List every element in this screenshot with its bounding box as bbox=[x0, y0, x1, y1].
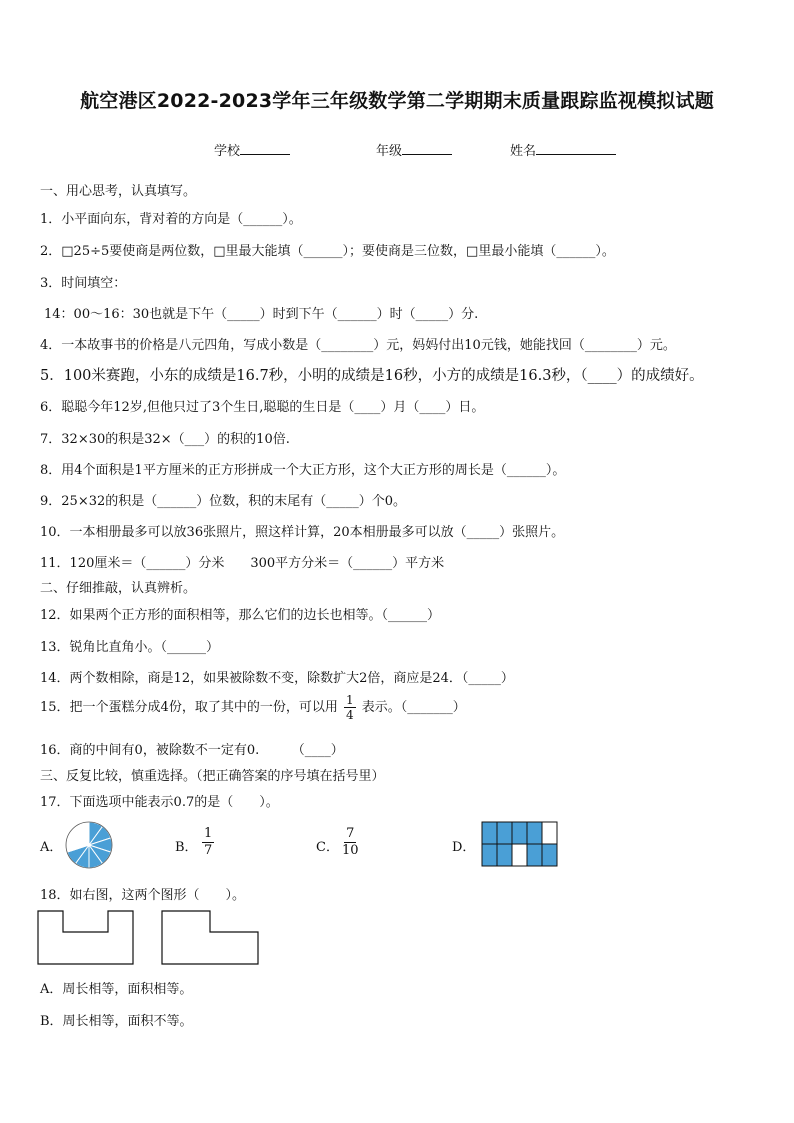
question-5: 5．100米赛跑，小东的成绩是16.7秒，小明的成绩是16秒，小方的成绩是16.3秒，（____）的成绩好。 bbox=[40, 368, 704, 384]
grid-cell bbox=[497, 844, 512, 866]
grade-field bbox=[376, 140, 452, 159]
option-17-b-fraction bbox=[202, 826, 214, 859]
question-3-detail: 14：00～16：30也就是下午（_____）时到下午（______）时（_____）分. bbox=[44, 307, 479, 322]
question-13: 13．锐角比直角小。（______） bbox=[40, 640, 220, 655]
question-2: 2．□25÷5要使商是两位数，□里最大能填（______）；要使商是三位数，□里最小能填（______）。 bbox=[40, 244, 615, 259]
notched-shape bbox=[38, 911, 133, 964]
section-1-heading: 一、用心思考，认真填写。 bbox=[40, 184, 197, 199]
fraction-numerator: 7 bbox=[346, 826, 355, 841]
option-17-d-label: D． bbox=[452, 840, 476, 855]
grade-blank bbox=[402, 142, 452, 155]
question-1: 1．小平面向东，背对着的方向是（______）。 bbox=[40, 212, 302, 227]
name-label: 姓名 bbox=[510, 144, 537, 159]
fraction-numerator: 1 bbox=[204, 826, 213, 841]
question-8: 8．用4个面积是1平方厘米的正方形拼成一个大正方形，这个大正方形的周长是（______）。 bbox=[40, 463, 566, 478]
question-9: 9．25×32的积是（______）位数，积的末尾有（_____）个0。 bbox=[40, 494, 407, 509]
question-15-text: 15．把一个蛋糕分成4份，取了其中的一份，可以用 bbox=[40, 700, 338, 715]
option-17-c-label: C． bbox=[316, 840, 339, 855]
question-11: 11．120厘米＝（______）分米 300平方分米＝（______）平方米 bbox=[40, 556, 445, 571]
question-6: 6．聪聪今年12岁,但他只过了3个生日,聪聪的生日是（____）月（____）日。 bbox=[40, 400, 485, 415]
question-16: 16．商的中间有0，被除数不一定有0. （____） bbox=[40, 743, 344, 758]
grid-cell bbox=[482, 844, 497, 866]
option-17-c-fraction bbox=[342, 826, 359, 859]
grid-option-d-icon bbox=[480, 820, 560, 868]
question-17: 17．下面选项中能表示0.7的是（ ）。 bbox=[40, 795, 279, 810]
question-10: 10．一本相册最多可以放36张照片，照这样计算，20本相册最多可以放（_____）张照片。 bbox=[40, 525, 565, 540]
grid-cell bbox=[542, 844, 557, 866]
grid-cell bbox=[527, 844, 542, 866]
page-title: 航空港区2022-2023学年三年级数学第二学期期末质量跟踪监视模拟试题 bbox=[80, 90, 714, 112]
question-12: 12．如果两个正方形的面积相等，那么它们的边长也相等。（______） bbox=[40, 608, 441, 623]
pie-option-a-icon bbox=[64, 820, 114, 870]
school-label: 学校 bbox=[214, 144, 241, 159]
name-blank bbox=[536, 142, 616, 155]
two-shapes-figure-icon bbox=[36, 908, 268, 968]
section-3-heading: 三、反复比较，慎重选择。（把正确答案的序号填在括号里） bbox=[40, 769, 385, 784]
grid-cell bbox=[482, 822, 497, 844]
question-3: 3．时间填空： bbox=[40, 276, 127, 291]
fraction-denominator: 10 bbox=[342, 843, 359, 858]
question-15-fraction bbox=[344, 693, 356, 722]
fraction-numerator: 1 bbox=[345, 693, 354, 707]
school-field bbox=[214, 140, 290, 159]
question-4: 4．一本故事书的价格是八元四角，写成小数是（________）元，妈妈付出10元钱，她能找回（________）元。 bbox=[40, 338, 676, 353]
grid-cell bbox=[542, 822, 557, 844]
name-field bbox=[510, 140, 616, 159]
grade-label: 年级 bbox=[376, 144, 403, 159]
fraction-denominator: 4 bbox=[345, 708, 354, 722]
question-15 bbox=[40, 693, 466, 722]
option-17-a-label: A． bbox=[40, 840, 63, 855]
option-18-b: B．周长相等，面积不等。 bbox=[40, 1014, 193, 1029]
question-15-tail: 表示。（_______） bbox=[361, 700, 466, 715]
question-18: 18．如右图，这两个图形（ ）。 bbox=[40, 888, 246, 903]
section-2-heading: 二、仔细推敲，认真辨析。 bbox=[40, 581, 197, 596]
school-blank bbox=[240, 142, 290, 155]
question-7: 7．32×30的积是32×（___）的积的10倍. bbox=[40, 432, 290, 447]
option-17-b-label: B． bbox=[175, 840, 198, 855]
grid-cell bbox=[512, 844, 527, 866]
grid-cell bbox=[497, 822, 512, 844]
grid-cell bbox=[512, 822, 527, 844]
option-18-a: A．周长相等，面积相等。 bbox=[40, 982, 193, 997]
fraction-denominator: 7 bbox=[204, 843, 213, 858]
question-14: 14．两个数相除，商是12，如果被除数不变，除数扩大2倍，商应是24．（_____） bbox=[40, 671, 514, 686]
grid-cell bbox=[527, 822, 542, 844]
stepped-shape bbox=[162, 911, 258, 964]
